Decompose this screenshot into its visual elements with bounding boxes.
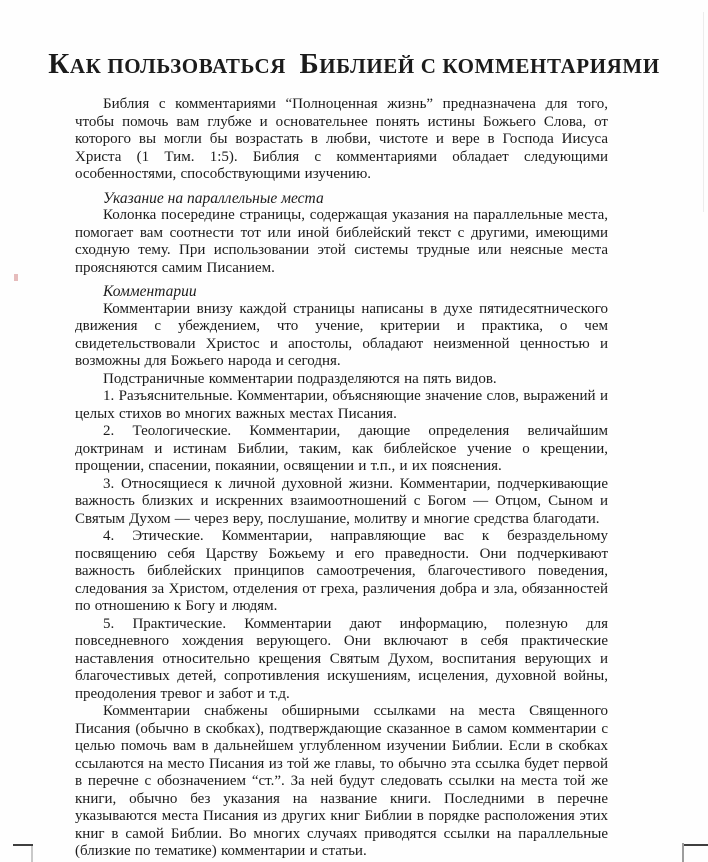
- section-heading-commentaries: Комментарии: [103, 283, 197, 300]
- scan-speck: [14, 274, 18, 281]
- paragraph: Колонка посередине страницы, содержащая указания на параллельные места, помогает вам соотнести тот или иной библейский текст с другими, имеющими сходную тему. При использовании этой системы трудные или неясные места проясняются самим Писанием.: [75, 207, 608, 276]
- list-item-paragraph: 2. Теологические. Комментарии, дающие определения величайшим доктринам и истинам Библии, таким, как библейское учение о крещении, прощении, спасении, покаянии, освящении и т.п., и их пояснения.: [75, 423, 608, 474]
- paragraph: Комментарии внизу каждой страницы написаны в духе пятидесятнического движения с убеждением, что учение, критерии и практика, о чем свидетельствовали Христос и апостолы, обладают неизменной ценностью и возможны для Божьего народа и сегодня.: [75, 300, 608, 369]
- paragraph: Подстраничные комментарии подразделяются на пять видов.: [103, 370, 497, 387]
- list-item-paragraph: 5. Практические. Комментарии дают информацию, полезную для повседневного хождения верующего. Они включают в себя практические наставления относительно крещения Святым Духом, воспитания верующих и благочестивых детей, сопротивления искушениям, исцеления, духовной войны, преодоления тревог и забот и т.д.: [75, 615, 608, 702]
- title-word: [299, 44, 659, 80]
- title-initial: К: [48, 48, 70, 80]
- list-item-paragraph: 1. Разъяснительные. Комментарии, объясняющие значение слов, выражений и целых стихов во многих важных местах Писания.: [75, 388, 608, 422]
- intro-paragraph: Библия с комментариями “Полноценная жизнь” предназначена для того, чтобы помочь вам глубже и основательнее понять истины Божьего Слова, от которого вы могли бы возрастать в любви, чистоте и вере в Господа Иисуса Христа (1 Тим. 1:5). Библия с комментариями обладает следующими особенностями, способствующими изучению.: [75, 96, 608, 182]
- title-initial: Б: [299, 48, 320, 80]
- list-item-paragraph: 3. Относящиеся к личной духовной жизни. Комментарии, подчеркивающие важность близких и искренних взаимоотношений с Богом — Отцом, Сыном и Святым Духом — через веру, послушание, молитву и многие средства благодати.: [75, 475, 608, 527]
- list-item-paragraph: 4. Этические. Комментарии, направляющие вас к безраздельному посвящению себя Царству Божьему и его праведности. Они подчеркивают важность библейских принципов самоотречения, благочестивого поведения, следования за Христом, отделения от греха, различения добра и зла, обязанностей по отношению к Богу и людям.: [75, 528, 608, 614]
- title-word: [48, 44, 286, 80]
- crop-mark-bottom-right-vertical: [682, 843, 684, 862]
- section-heading-parallel-references: Указание на параллельные места: [103, 189, 324, 207]
- body-text: [75, 96, 608, 861]
- paragraph: Комментарии снабжены обширными ссылками на места Священного Писания (обычно в скобках), подтверждающие сказанное в самом комментарии с целью помочь вам в дальнейшем углубленном изучении Библии. Если в скобках ссылаются на место Писания из той же главы, то обычно эта ссылка будет первой в перечне с обозначением “ст.”. За ней будут следовать ссылки на места той же книги, обычно без указания на название книги. Последними в перечне указываются места Писания из других книг Библии в порядке расположения этих книг в самой Библии. Во многих случаях приводятся ссылки на параллельные (близкие по тематике) комментарии и статьи.: [75, 703, 608, 859]
- title-text: ИБЛИЕЙ С КОММЕНТАРИЯМИ: [319, 54, 660, 78]
- page-title: [0, 46, 708, 82]
- scan-edge-line: [703, 12, 704, 212]
- crop-mark-bottom-left-horizontal: [13, 844, 33, 846]
- title-text: АК ПОЛЬЗОВАТЬСЯ: [69, 54, 287, 78]
- crop-mark-bottom-left-vertical: [31, 846, 33, 862]
- crop-mark-bottom-right-horizontal: [684, 844, 708, 846]
